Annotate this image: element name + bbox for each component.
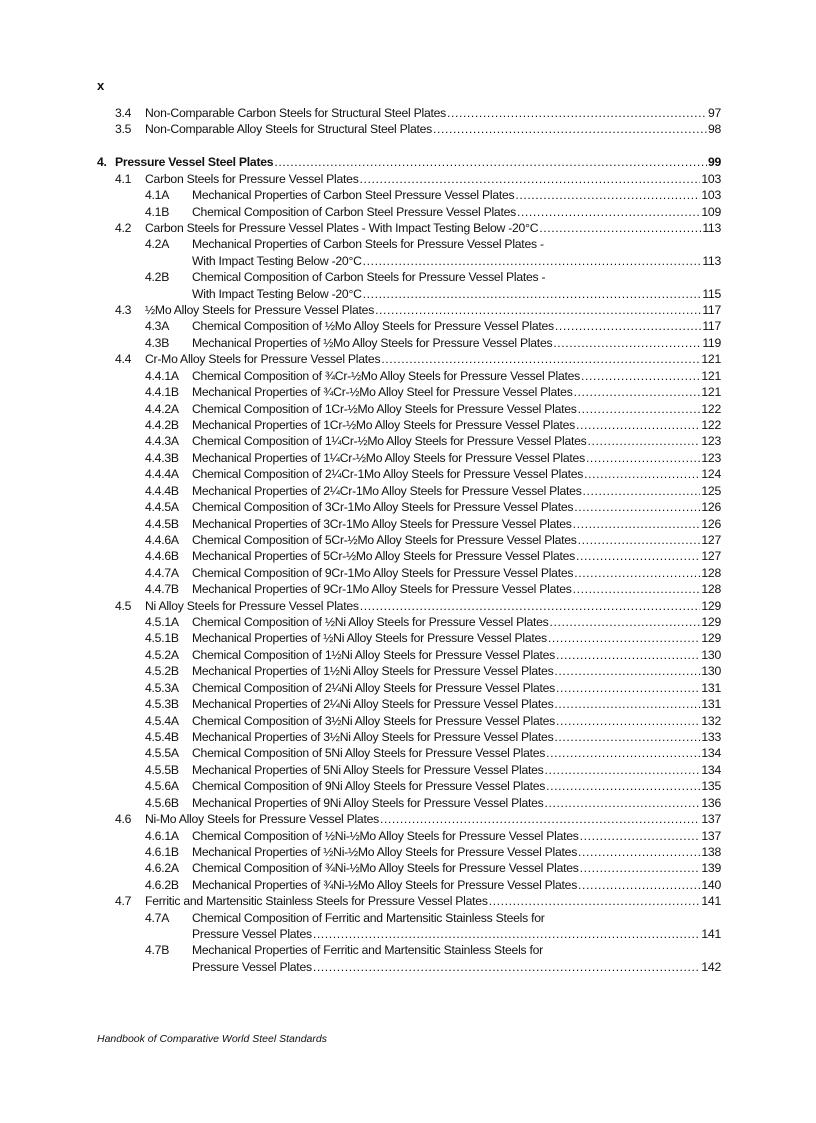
entry-title[interactable]: Chemical Composition of 3Cr-1Mo Alloy Steels for Pressure Vessel Plates xyxy=(192,500,574,515)
entry-number: 4.6.1A xyxy=(145,828,179,843)
entry-number: 4.4.5B xyxy=(145,516,179,531)
entry-title[interactable]: ½Mo Alloy Steels for Pressure Vessel Plates xyxy=(145,303,375,318)
entry-page[interactable]: 117 xyxy=(702,319,721,334)
dot-leader xyxy=(274,154,707,170)
entry-number: 4.4.6B xyxy=(145,549,179,564)
dot-leader xyxy=(574,384,701,400)
entry-number: 4.6.1B xyxy=(145,844,179,859)
toc-entry[interactable] xyxy=(97,154,721,170)
entry-page[interactable]: 140 xyxy=(701,877,721,892)
entry-number: 4.7 xyxy=(115,894,132,909)
entry-page[interactable]: 130 xyxy=(701,664,721,679)
dot-leader xyxy=(574,499,700,515)
dot-leader xyxy=(556,647,700,663)
entry-page[interactable]: 137 xyxy=(701,812,721,827)
entry-number: 4.6 xyxy=(115,812,132,827)
entry-title[interactable]: Chemical Composition of ¾Ni-½Mo Alloy Steels for Pressure Vessel Plates xyxy=(192,861,579,876)
entry-number: 4.4.1B xyxy=(145,385,179,400)
page-number-roman: x xyxy=(97,78,105,93)
toc-entry[interactable] xyxy=(97,713,721,729)
entry-title-continued[interactable]: Pressure Vessel Plates xyxy=(192,959,312,974)
toc-entry[interactable] xyxy=(97,663,721,679)
entry-number: 4. xyxy=(97,155,107,170)
entry-title[interactable]: Chemical Composition of 1Cr-½Mo Alloy Steels for Pressure Vessel Plates xyxy=(192,401,577,416)
entry-page[interactable]: 139 xyxy=(701,861,721,876)
dot-leader xyxy=(578,877,700,893)
entry-number: 4.3 xyxy=(115,303,132,318)
entry-title[interactable]: Chemical Composition of 5Cr-½Mo Alloy Steels for Pressure Vessel Plates xyxy=(192,532,577,547)
dot-leader xyxy=(515,187,700,203)
toc-entry[interactable] xyxy=(97,565,721,581)
toc-entry[interactable] xyxy=(97,368,721,384)
entry-number: 4.2A xyxy=(145,237,170,252)
entry-title[interactable]: Chemical Composition of 5Ni Alloy Steels for Pressure Vessel Plates xyxy=(192,746,546,761)
table-of-contents xyxy=(97,105,721,975)
entry-page[interactable]: 122 xyxy=(701,417,721,432)
entry-page[interactable]: 135 xyxy=(701,779,721,794)
toc-entry[interactable] xyxy=(97,105,721,121)
entry-page[interactable]: 97 xyxy=(707,106,721,120)
dot-leader xyxy=(554,696,700,712)
entry-number: 4.4.7A xyxy=(145,565,179,580)
entry-page[interactable]: 124 xyxy=(701,467,721,482)
entry-page[interactable]: 138 xyxy=(701,844,721,859)
entry-page[interactable]: 123 xyxy=(701,450,721,465)
toc-entry[interactable] xyxy=(97,598,721,614)
dot-leader xyxy=(581,368,700,384)
toc-entry[interactable] xyxy=(97,729,721,745)
entry-title[interactable]: Non-Comparable Carbon Steels for Structural Steel Plates xyxy=(145,106,446,120)
toc-entry[interactable] xyxy=(97,680,721,696)
entry-page[interactable]: 103 xyxy=(701,171,721,186)
dot-leader xyxy=(576,417,700,433)
dot-leader xyxy=(580,828,701,844)
entry-title[interactable]: Carbon Steels for Pressure Vessel Plates xyxy=(145,171,359,186)
entry-title[interactable]: Mechanical Properties of ½Ni Alloy Steels for Pressure Vessel Plates xyxy=(192,631,547,646)
entry-number: 4.5.1B xyxy=(145,631,179,646)
dot-leader xyxy=(578,844,700,860)
toc-entry[interactable] xyxy=(97,532,721,548)
toc-entry[interactable] xyxy=(97,581,721,597)
entry-title[interactable]: Mechanical Properties of Ferritic and Martensitic Stainless Steels for xyxy=(192,943,543,958)
entry-title[interactable]: Mechanical Properties of 9Ni Alloy Steels for Pressure Vessel Plates xyxy=(192,795,544,810)
toc-entry[interactable] xyxy=(97,417,721,433)
entry-number: 4.5.6B xyxy=(145,795,179,810)
entry-title[interactable]: Carbon Steels for Pressure Vessel Plates - With Impact Testing Below -20°C xyxy=(145,220,539,235)
entry-page[interactable]: 119 xyxy=(702,335,721,350)
entry-title[interactable]: Mechanical Properties of ¾Ni-½Mo Alloy Steels for Pressure Vessel Plates xyxy=(192,877,578,892)
dot-leader xyxy=(556,680,700,696)
entry-title[interactable]: Mechanical Properties of 2¼Cr-1Mo Alloy Steels for Pressure Vessel Plates xyxy=(192,483,582,498)
entry-title[interactable]: Mechanical Properties of 1¼Cr-½Mo Alloy Steels for Pressure Vessel Plates xyxy=(192,450,585,465)
dot-leader xyxy=(574,565,700,581)
entry-number: 4.4.2B xyxy=(145,417,179,432)
dot-leader xyxy=(313,959,701,975)
dot-leader xyxy=(363,286,702,302)
entry-title[interactable]: Cr-Mo Alloy Steels for Pressure Vessel Plates xyxy=(145,352,381,367)
entry-title-continued[interactable]: Pressure Vessel Plates xyxy=(192,927,312,942)
entry-number: 4.4.1A xyxy=(145,368,179,383)
dot-leader xyxy=(573,581,701,597)
entry-number: 4.5.2A xyxy=(145,647,179,662)
entry-page[interactable]: 136 xyxy=(701,795,721,810)
entry-page[interactable]: 134 xyxy=(701,762,721,777)
dot-leader xyxy=(545,762,701,778)
dot-leader xyxy=(360,598,701,614)
toc-entry[interactable] xyxy=(97,499,721,515)
toc-entry[interactable] xyxy=(97,171,721,187)
entry-page[interactable]: 126 xyxy=(701,500,721,515)
entry-number: 4.3A xyxy=(145,319,170,334)
dot-leader xyxy=(545,795,701,811)
toc-entry[interactable] xyxy=(97,516,721,532)
entry-title[interactable]: Chemical Composition of 1½Ni Alloy Steels for Pressure Vessel Plates xyxy=(192,647,556,662)
dot-leader xyxy=(578,401,701,417)
entry-page[interactable]: 129 xyxy=(701,631,721,646)
toc-entry[interactable] xyxy=(97,236,721,252)
entry-title[interactable]: Mechanical Properties of 5Ni Alloy Steels for Pressure Vessel Plates xyxy=(192,762,544,777)
entry-title[interactable]: Mechanical Properties of ½Ni-½Mo Alloy Steels for Pressure Vessel Plates xyxy=(192,844,578,859)
toc-entry-continuation[interactable] xyxy=(97,286,721,302)
entry-number: 4.5.3B xyxy=(145,697,179,712)
entry-page[interactable]: 121 xyxy=(701,385,721,400)
dot-leader xyxy=(576,548,700,564)
toc-entry[interactable] xyxy=(97,844,721,860)
dot-leader xyxy=(586,450,700,466)
toc-entry[interactable] xyxy=(97,647,721,663)
dot-leader xyxy=(553,335,701,351)
entry-number: 4.4.4B xyxy=(145,483,179,498)
toc-entry[interactable] xyxy=(97,220,721,236)
dot-leader xyxy=(381,351,700,367)
entry-number: 4.3B xyxy=(145,335,170,350)
entry-number: 3.4 xyxy=(115,106,132,120)
entry-title[interactable]: Chemical Composition of 2¼Cr-1Mo Alloy Steels for Pressure Vessel Plates xyxy=(192,467,584,482)
dot-leader xyxy=(517,204,700,220)
entry-title[interactable]: Chemical Composition of ½Mo Alloy Steels for Pressure Vessel Plates xyxy=(192,319,554,334)
entry-title[interactable]: Ni-Mo Alloy Steels for Pressure Vessel Plates xyxy=(145,812,379,827)
entry-page[interactable]: 113 xyxy=(702,220,721,235)
entry-title[interactable]: Mechanical Properties of 3Cr-1Mo Alloy Steels for Pressure Vessel Plates xyxy=(192,516,572,531)
entry-number: 4.2 xyxy=(115,220,132,235)
entry-title[interactable]: Chemical Composition of Carbon Steels for Pressure Vessel Plates - xyxy=(192,270,546,285)
entry-page[interactable]: 122 xyxy=(701,401,721,416)
entry-title[interactable]: Mechanical Properties of Carbon Steels for Pressure Vessel Plates - xyxy=(192,237,544,252)
toc-entry[interactable] xyxy=(97,893,721,909)
entry-title[interactable]: Ferritic and Martensitic Stainless Steels for Pressure Vessel Plates xyxy=(145,894,488,909)
entry-title[interactable]: Pressure Vessel Steel Plates xyxy=(115,155,274,170)
entry-number: 4.5.1A xyxy=(145,615,179,630)
dot-leader xyxy=(489,893,701,909)
toc-entry[interactable] xyxy=(97,121,721,137)
toc-entry[interactable] xyxy=(97,877,721,893)
toc-entry[interactable] xyxy=(97,548,721,564)
entry-page[interactable]: 126 xyxy=(701,516,721,531)
dot-leader xyxy=(380,811,700,827)
toc-entry[interactable] xyxy=(97,450,721,466)
dot-leader xyxy=(580,860,701,876)
entry-number: 4.7B xyxy=(145,943,170,958)
toc-entry[interactable] xyxy=(97,696,721,712)
toc-entry-continuation[interactable] xyxy=(97,959,721,975)
toc-entry[interactable] xyxy=(97,795,721,811)
entry-number: 4.1A xyxy=(145,188,170,203)
dot-leader xyxy=(546,745,700,761)
toc-entry[interactable] xyxy=(97,614,721,630)
entry-title[interactable]: Chemical Composition of 3½Ni Alloy Steels for Pressure Vessel Plates xyxy=(192,713,556,728)
entry-page[interactable]: 103 xyxy=(701,188,721,203)
entry-page[interactable]: 131 xyxy=(701,697,721,712)
entry-number: 4.6.2A xyxy=(145,861,179,876)
entry-page[interactable]: 132 xyxy=(701,713,721,728)
entry-title[interactable]: Chemical Composition of ½Ni Alloy Steels for Pressure Vessel Plates xyxy=(192,615,549,630)
entry-number: 4.4.3B xyxy=(145,450,179,465)
toc-entry[interactable] xyxy=(97,828,721,844)
toc-entry[interactable] xyxy=(97,269,721,285)
entry-title[interactable]: Chemical Composition of ½Ni-½Mo Alloy Steels for Pressure Vessel Plates xyxy=(192,828,579,843)
entry-number: 4.4.3A xyxy=(145,434,179,449)
toc-entry[interactable] xyxy=(97,860,721,876)
toc-entry[interactable] xyxy=(97,204,721,220)
entry-title[interactable]: Chemical Composition of 1¼Cr-½Mo Alloy Steels for Pressure Vessel Plates xyxy=(192,434,587,449)
entry-title[interactable]: Mechanical Properties of 2¼Ni Alloy Steels for Pressure Vessel Plates xyxy=(192,697,554,712)
entry-title[interactable]: Mechanical Properties of Carbon Steel Pressure Vessel Plates xyxy=(192,188,515,203)
entry-number: 4.5.6A xyxy=(145,779,179,794)
entry-page[interactable]: 133 xyxy=(701,730,721,744)
entry-number: 4.7A xyxy=(145,910,170,925)
toc-entry[interactable] xyxy=(97,811,721,827)
toc-entry[interactable] xyxy=(97,778,721,794)
dot-leader xyxy=(550,614,701,630)
entry-page[interactable]: 98 xyxy=(707,122,721,137)
entry-title[interactable]: Mechanical Properties of ¾Cr-½Mo Alloy Steel for Pressure Vessel Plates xyxy=(192,385,573,400)
entry-page[interactable]: 115 xyxy=(702,286,721,301)
entry-number: 4.4 xyxy=(115,352,132,367)
toc-entry[interactable] xyxy=(97,302,721,318)
dot-leader xyxy=(556,713,700,729)
entry-number: 4.5.4A xyxy=(145,713,179,728)
toc-entry[interactable] xyxy=(97,483,721,499)
entry-title[interactable]: Mechanical Properties of 5Cr-½Mo Alloy Steels for Pressure Vessel Plates xyxy=(192,549,576,564)
toc-entry[interactable] xyxy=(97,401,721,417)
toc-entry[interactable] xyxy=(97,942,721,958)
entry-title[interactable]: Chemical Composition of 2¼Ni Alloy Steels for Pressure Vessel Plates xyxy=(192,680,556,695)
dot-leader xyxy=(583,483,701,499)
toc-entry[interactable] xyxy=(97,630,721,646)
toc-entry[interactable] xyxy=(97,351,721,367)
toc-entry-continuation[interactable] xyxy=(97,253,721,269)
dot-leader xyxy=(360,171,701,187)
entry-number: 4.4.2A xyxy=(145,401,179,416)
entry-page[interactable]: 141 xyxy=(701,894,721,909)
entry-number: 4.6.2B xyxy=(145,877,179,892)
entry-number: 4.1 xyxy=(115,171,132,186)
dot-leader xyxy=(447,105,707,121)
dot-leader xyxy=(539,220,701,236)
dot-leader xyxy=(573,516,701,532)
toc-entry[interactable] xyxy=(97,318,721,334)
dot-leader xyxy=(313,926,701,942)
entry-title[interactable]: Non-Comparable Alloy Steels for Structural Steel Plates xyxy=(145,122,433,137)
entry-number: 4.5.3A xyxy=(145,680,179,695)
entry-page[interactable]: 129 xyxy=(701,615,721,630)
entry-title[interactable]: Mechanical Properties of 1½Ni Alloy Steels for Pressure Vessel Plates xyxy=(192,664,554,679)
entry-title[interactable]: Ni Alloy Steels for Pressure Vessel Plates xyxy=(145,598,359,613)
entry-page[interactable]: 117 xyxy=(702,303,721,318)
toc-entry[interactable] xyxy=(97,335,721,351)
toc-entry-continuation[interactable] xyxy=(97,926,721,942)
dot-leader xyxy=(554,729,700,745)
entry-number: 4.5.2B xyxy=(145,664,179,679)
entry-number: 4.5 xyxy=(115,598,132,613)
dot-leader xyxy=(555,318,701,334)
entry-title[interactable]: Chemical Composition of 9Cr-1Mo Alloy Steels for Pressure Vessel Plates xyxy=(192,565,574,580)
entry-title[interactable]: Chemical Composition of 9Ni Alloy Steels for Pressure Vessel Plates xyxy=(192,779,546,794)
running-footer: Handbook of Comparative World Steel Standards xyxy=(97,1033,327,1045)
dot-leader xyxy=(548,630,701,646)
entry-title-continued[interactable]: With Impact Testing Below -20°C xyxy=(192,253,362,268)
entry-page[interactable]: 125 xyxy=(701,483,721,498)
entry-page[interactable]: 113 xyxy=(702,253,721,268)
toc-entry[interactable] xyxy=(97,745,721,761)
entry-title[interactable]: Mechanical Properties of 9Cr-1Mo Alloy Steels for Pressure Vessel Plates xyxy=(192,582,572,597)
entry-page[interactable]: 134 xyxy=(701,746,721,761)
dot-leader xyxy=(546,778,700,794)
toc-entry[interactable] xyxy=(97,433,721,449)
entry-number: 4.4.4A xyxy=(145,467,179,482)
entry-page[interactable]: 141 xyxy=(701,927,721,942)
entry-title[interactable]: Mechanical Properties of 1Cr-½Mo Alloy Steels for Pressure Vessel Plates xyxy=(192,417,576,432)
entry-page[interactable]: 128 xyxy=(701,565,721,580)
dot-leader xyxy=(578,532,701,548)
dot-leader xyxy=(554,663,700,679)
entry-page[interactable]: 131 xyxy=(701,680,721,695)
entry-page[interactable]: 121 xyxy=(701,368,721,383)
entry-title[interactable]: Chemical Composition of Carbon Steel Pressure Vessel Plates xyxy=(192,204,516,219)
entry-page[interactable]: 109 xyxy=(701,204,721,219)
dot-leader xyxy=(588,433,701,449)
entry-number: 4.2B xyxy=(145,270,170,285)
entry-page[interactable]: 121 xyxy=(701,352,721,367)
toc-entry[interactable] xyxy=(97,466,721,482)
entry-number: 4.5.4B xyxy=(145,730,179,744)
entry-page[interactable]: 129 xyxy=(701,598,721,613)
dot-leader xyxy=(375,302,701,318)
entry-number: 4.4.5A xyxy=(145,500,179,515)
toc-entry[interactable] xyxy=(97,187,721,203)
entry-title[interactable]: Chemical Composition of ¾Cr-½Mo Alloy Steels for Pressure Vessel Plates xyxy=(192,368,580,383)
entry-number: 4.1B xyxy=(145,204,170,219)
entry-page[interactable]: 123 xyxy=(701,434,721,449)
entry-title[interactable]: Mechanical Properties of 3½Ni Alloy Steels for Pressure Vessel Plates xyxy=(192,730,554,744)
entry-number: 4.4.6A xyxy=(145,532,179,547)
toc-entry[interactable] xyxy=(97,910,721,926)
toc-entry[interactable] xyxy=(97,384,721,400)
entry-page[interactable]: 137 xyxy=(701,828,721,843)
entry-page[interactable]: 130 xyxy=(701,647,721,662)
entry-page[interactable]: 128 xyxy=(701,582,721,597)
dot-leader xyxy=(433,121,707,137)
entry-page[interactable]: 127 xyxy=(701,532,721,547)
entry-number: 4.5.5B xyxy=(145,762,179,777)
entry-title-continued[interactable]: With Impact Testing Below -20°C xyxy=(192,286,362,301)
dot-leader xyxy=(584,466,700,482)
entry-page[interactable]: 142 xyxy=(701,959,721,974)
dot-leader xyxy=(363,253,702,269)
entry-title[interactable]: Mechanical Properties of ½Mo Alloy Steels for Pressure Vessel Plates xyxy=(192,335,553,350)
entry-number: 4.4.7B xyxy=(145,582,179,597)
entry-page[interactable]: 127 xyxy=(701,549,721,564)
toc-entry[interactable] xyxy=(97,762,721,778)
entry-title[interactable]: Chemical Composition of Ferritic and Martensitic Stainless Steels for xyxy=(192,910,545,925)
entry-page[interactable]: 99 xyxy=(707,155,721,170)
entry-number: 4.5.5A xyxy=(145,746,179,761)
entry-number: 3.5 xyxy=(115,122,132,137)
